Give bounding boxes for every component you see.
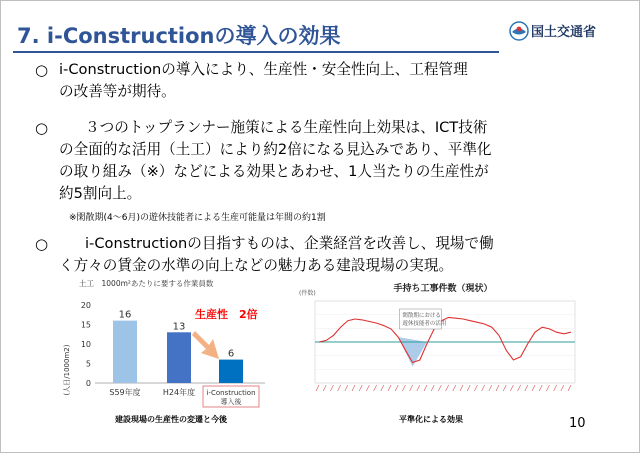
x-tick-mark	[525, 385, 528, 391]
x-tick-mark	[402, 385, 405, 391]
bullet-marker: ○	[35, 61, 49, 79]
x-tick-mark	[496, 385, 499, 391]
bar	[219, 360, 243, 383]
x-tick-mark	[474, 385, 477, 391]
x-tick-mark	[518, 385, 521, 391]
x-tick-mark	[561, 385, 564, 391]
x-tick-mark	[431, 385, 434, 391]
bar-annotation: 生産性 2倍	[195, 308, 258, 321]
y-tick-label: 15	[80, 320, 91, 330]
x-tick-mark	[345, 385, 348, 391]
bar-chart-caption: 建設現場の生産性の変遷と今後	[115, 415, 227, 424]
annotation-text: 閑散期における	[402, 313, 441, 319]
x-tick-mark	[352, 385, 355, 391]
decrease-arrow	[192, 331, 219, 359]
x-tick-mark	[330, 385, 333, 391]
x-tick-mark	[381, 385, 384, 391]
x-tick-mark	[510, 385, 513, 391]
bullet-1-line-2: の改善等が期待。	[59, 83, 176, 100]
bullet-marker: ○	[35, 235, 49, 253]
line-chart-title: 手持ち工事件数（現状）	[393, 284, 493, 294]
page-number: 10	[569, 416, 586, 431]
line-chart	[293, 275, 583, 425]
x-tick-mark	[374, 385, 377, 391]
line-plot	[315, 301, 575, 391]
x-tick-mark	[467, 385, 470, 391]
bullet-3-line-2: く方々の賃金の水準の向上などの魅力ある建設現場の実現。	[59, 257, 454, 274]
bullet-2-line-1: ３つのトップランナー施策による生産性向上効果は、ICT技術	[85, 119, 488, 136]
x-tick-mark	[554, 385, 557, 391]
bullet-3-line-1: i-Constructionの目指すものは、企業経営を改善し、現場で働	[85, 235, 494, 252]
x-tick-mark	[489, 385, 492, 391]
x-tick-mark	[568, 385, 571, 391]
x-tick-mark	[417, 385, 420, 391]
x-tick-mark	[532, 385, 535, 391]
x-tick-mark	[316, 385, 319, 391]
line-annotation	[399, 309, 446, 329]
logo-text: 国土交通省	[531, 25, 597, 40]
bullet-2-line-4: 約5割向上。	[59, 185, 142, 202]
bar-chart-title: 土工 1000m²あたりに要する作業員数	[79, 279, 214, 288]
bar-value-label: 6	[227, 348, 235, 360]
x-tick-mark	[424, 385, 427, 391]
x-tick-label: 導入後	[220, 398, 242, 406]
x-tick-mark	[482, 385, 485, 391]
bullet-1-line-1: i-Constructionの導入により、生産性・安全性向上、工程管理	[59, 61, 468, 78]
x-tick-mark	[338, 385, 341, 391]
x-tick-mark	[388, 385, 391, 391]
x-tick-label: S59年度	[109, 388, 141, 397]
y-tick-label: 10	[80, 340, 91, 349]
logo-icon	[509, 21, 529, 41]
footnote: ※閑散期(4～6月)の遊休技能者による生産可能量は年間の約1割	[69, 213, 326, 223]
bar-chart-ylabel: (人日/1000m2)	[63, 344, 71, 396]
y-tick-label: 5	[85, 359, 91, 369]
bullet-marker: ○	[35, 119, 49, 137]
x-tick-mark	[438, 385, 441, 391]
x-tick-label: i-Construction	[206, 389, 256, 397]
annotation-text: 遊休技能者の活用	[402, 321, 447, 327]
slide-title: 7. i-Constructionの導入の効果	[17, 24, 341, 48]
bar-chart	[53, 275, 273, 425]
x-tick-mark	[359, 385, 362, 391]
x-tick-mark	[546, 385, 549, 391]
title-bar	[13, 11, 499, 53]
line-chart-ylabel: (件数)	[299, 290, 316, 297]
mlit-logo	[509, 19, 631, 43]
x-tick-mark	[410, 385, 413, 391]
bar-value-label: 16	[118, 309, 132, 321]
bar-value-label: 13	[172, 321, 186, 333]
bullet-2-line-3: の取り組み（※）などによる効果とあわせ、1人当たりの生産性が	[59, 163, 489, 180]
x-tick-mark	[460, 385, 463, 391]
y-tick-label: 20	[80, 301, 91, 310]
bar	[167, 332, 191, 383]
x-tick-mark	[323, 385, 326, 391]
y-tick-label: 0	[85, 379, 91, 388]
x-tick-label: H24年度	[162, 388, 196, 397]
x-tick-mark	[446, 385, 449, 391]
x-tick-mark	[366, 385, 369, 391]
bar-series	[109, 310, 259, 407]
line-chart-caption: 平準化による効果	[399, 415, 463, 424]
x-tick-mark	[503, 385, 506, 391]
bullet-2-line-2: の全面的な活用（土工）により約2倍になる見込みであり、平準化	[59, 141, 492, 158]
x-tick-mark	[539, 385, 542, 391]
x-tick-mark	[395, 385, 398, 391]
bar	[113, 321, 137, 383]
x-tick-mark	[453, 385, 456, 391]
